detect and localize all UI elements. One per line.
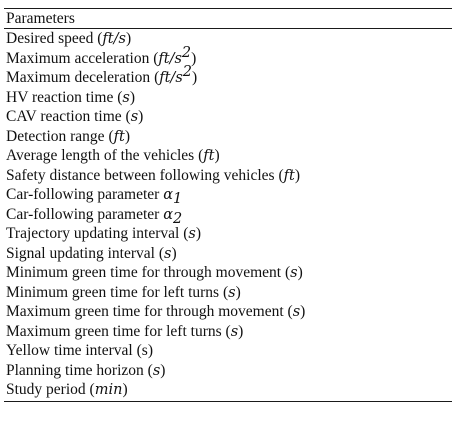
unit-close-paren: ) xyxy=(192,69,198,86)
parameter-label: Minimum green time for left turns xyxy=(6,283,220,301)
table-row xyxy=(6,88,452,108)
parameter-label: Car-following parameter xyxy=(6,186,160,203)
parameter-label: Maximum green time for left turns xyxy=(6,322,222,340)
parameter-label: Yellow time interval xyxy=(6,342,133,359)
table-row xyxy=(6,146,452,166)
unit-close-paren: ) xyxy=(129,88,135,106)
parameter-unit: s xyxy=(130,109,139,125)
parameter-unit: s xyxy=(228,284,236,301)
unit-close-paren: ) xyxy=(147,342,153,359)
parameter-label: CAV reaction time xyxy=(6,108,122,125)
table-header: Parameters xyxy=(6,10,75,27)
table-row xyxy=(6,302,452,322)
parameter-label: Trajectory updating interval xyxy=(6,225,180,242)
parameter-label: Desired speed xyxy=(6,30,94,47)
unit-open-paren: ( xyxy=(136,342,142,359)
unit-open-paren: ( xyxy=(183,225,189,242)
unit-close-paren: ) xyxy=(238,322,244,340)
unit-open-paren: ( xyxy=(154,69,160,86)
unit-open-paren: ( xyxy=(198,147,204,164)
table-row xyxy=(6,44,452,69)
parameter-label: Planning time horizon xyxy=(6,361,144,379)
parameter-unit: s xyxy=(188,226,196,242)
parameter-unit: s xyxy=(292,304,301,320)
table-row xyxy=(6,263,452,283)
unit-close-paren: ) xyxy=(125,30,132,47)
parameter-symbol: α xyxy=(163,206,174,223)
table-row xyxy=(6,224,452,244)
parameter-label: Safety distance between following vehicles xyxy=(6,166,275,184)
table-row xyxy=(6,322,452,342)
parameters-table xyxy=(4,8,452,402)
parameter-unit: s xyxy=(164,245,172,262)
unit-open-paren: ( xyxy=(97,30,103,47)
unit-close-paren: ) xyxy=(160,361,166,379)
parameter-label: Signal updating interval xyxy=(6,244,155,262)
table-row xyxy=(6,205,452,225)
unit-close-paren: ) xyxy=(138,108,144,125)
parameter-label: Car-following parameter xyxy=(6,205,160,223)
table-row xyxy=(6,361,452,381)
parameter-unit: ft/s xyxy=(159,70,183,86)
symbol-subscript: 2 xyxy=(173,210,183,227)
parameter-label: Minimum green time for through movement xyxy=(6,264,282,281)
parameter-unit: s xyxy=(290,265,298,281)
table-row xyxy=(6,341,452,361)
unit-close-paren: ) xyxy=(214,147,220,164)
unit-close-paren: ) xyxy=(235,283,241,301)
parameter-unit: ft xyxy=(113,128,125,145)
table-row xyxy=(6,244,452,264)
parameter-label: Detection range xyxy=(6,127,105,145)
parameter-unit: s xyxy=(152,362,161,379)
table-row xyxy=(6,380,452,400)
unit-close-paren: ) xyxy=(297,264,303,281)
parameter-label: Average length of the vehicles xyxy=(6,147,195,164)
unit-close-paren: ) xyxy=(191,49,197,67)
unit-open-paren: ( xyxy=(158,244,164,262)
unit-superscript: 2 xyxy=(181,44,192,61)
parameter-unit: s xyxy=(230,323,239,340)
parameter-symbol: α xyxy=(163,187,174,203)
table-row xyxy=(6,127,452,147)
unit-close-paren: ) xyxy=(195,225,202,242)
unit-open-paren: ( xyxy=(222,283,229,301)
unit-open-paren: ( xyxy=(278,166,284,184)
table-row xyxy=(6,107,452,127)
unit-close-paren: ) xyxy=(294,166,301,184)
table-row xyxy=(6,29,452,49)
parameter-label: Maximum green time for through movement xyxy=(6,303,284,320)
table-row xyxy=(6,63,452,88)
unit-open-paren: ( xyxy=(89,381,95,398)
unit-close-paren: ) xyxy=(171,244,177,262)
parameter-unit: ft xyxy=(203,148,215,164)
unit-open-paren: ( xyxy=(225,322,231,340)
parameter-unit: s xyxy=(141,342,148,359)
parameter-unit: ft xyxy=(283,167,295,184)
parameter-label: Maximum deceleration xyxy=(6,69,151,86)
unit-open-paren: ( xyxy=(153,49,159,67)
parameter-unit: ft/s xyxy=(158,50,182,67)
table-body xyxy=(4,29,452,400)
parameter-unit: ft/s xyxy=(102,31,126,47)
parameter-label: Maximum acceleration xyxy=(6,49,150,67)
unit-open-paren: ( xyxy=(284,264,291,281)
unit-open-paren: ( xyxy=(287,303,293,320)
unit-open-paren: ( xyxy=(117,88,123,106)
parameter-unit: s xyxy=(122,89,130,106)
unit-superscript: 2 xyxy=(182,63,192,80)
unit-open-paren: ( xyxy=(108,127,114,145)
unit-close-paren: ) xyxy=(124,127,130,145)
table-row xyxy=(6,185,452,208)
unit-open-paren: ( xyxy=(147,361,153,379)
parameter-label: HV reaction time xyxy=(6,88,114,106)
bottom-rule xyxy=(4,401,452,402)
unit-close-paren: ) xyxy=(300,303,306,320)
unit-open-paren: ( xyxy=(125,108,131,125)
unit-close-paren: ) xyxy=(122,381,128,398)
table-row xyxy=(6,166,452,186)
parameter-unit: min xyxy=(94,382,123,398)
table-row xyxy=(6,283,452,303)
symbol-subscript: 1 xyxy=(173,191,183,208)
parameter-label: Study period xyxy=(6,381,86,398)
